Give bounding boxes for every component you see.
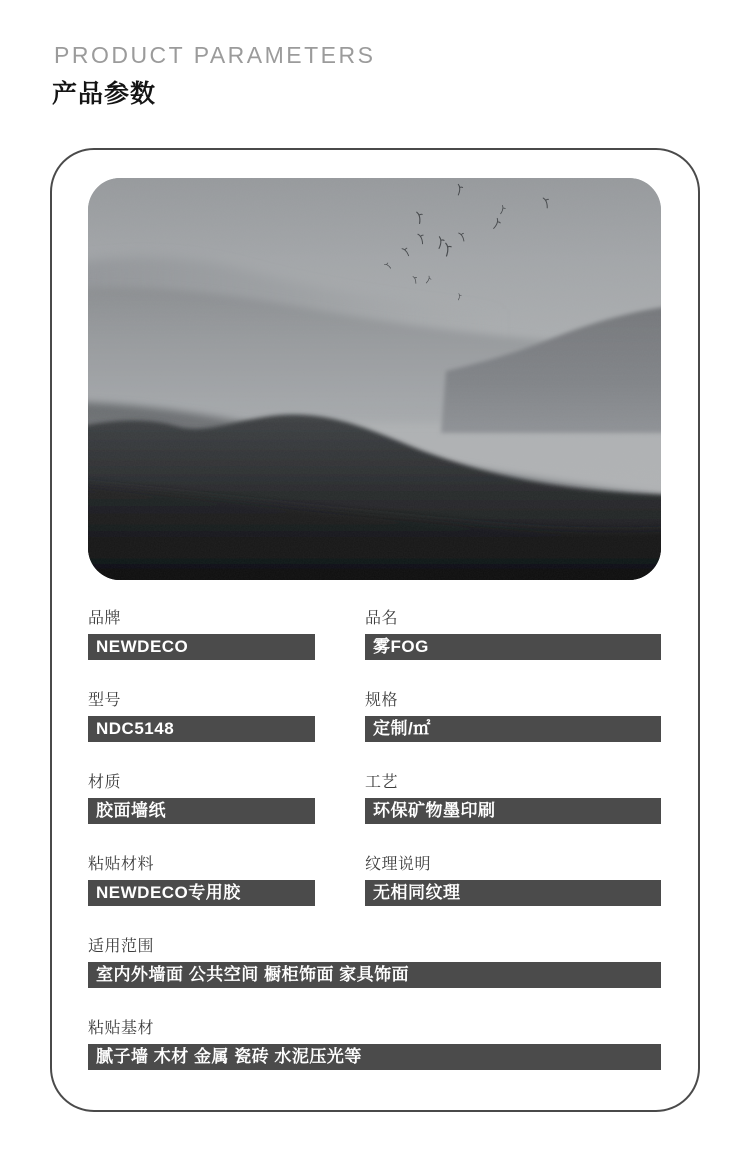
param-label: 品名: [365, 610, 399, 627]
param-cell: [88, 854, 315, 906]
param-label: 粘贴基材: [88, 1020, 155, 1037]
param-label: 粘贴材料: [88, 856, 155, 873]
param-cell: [88, 772, 315, 824]
param-row: [88, 936, 661, 988]
param-value-bar: NEWDECO专用胶: [88, 880, 315, 906]
param-value-bar: NDC5148: [88, 716, 315, 742]
param-cell: [365, 690, 661, 742]
param-cell: [88, 1018, 661, 1070]
parameters-grid: [88, 608, 661, 1100]
param-cell: [365, 772, 661, 824]
param-cell: [365, 608, 661, 660]
parameters-panel: [50, 148, 700, 1112]
param-value-bar: 室内外墙面 公共空间 橱柜饰面 家具饰面: [88, 962, 661, 988]
param-value-bar: 无相同纹理: [365, 880, 661, 906]
param-value-bar: 胶面墙纸: [88, 798, 315, 824]
param-row: [88, 854, 661, 906]
param-row: [88, 1018, 661, 1070]
foggy-mountains-illustration: [88, 178, 661, 580]
param-label: 适用范围: [88, 938, 155, 955]
param-label: 纹理说明: [365, 856, 432, 873]
param-cell: [88, 608, 315, 660]
param-label: 品牌: [88, 610, 122, 627]
param-value-bar: 定制/㎡: [365, 716, 661, 742]
param-label: 工艺: [365, 774, 399, 791]
param-row: [88, 690, 661, 742]
product-photo: [88, 178, 661, 580]
param-value-bar: NEWDECO: [88, 634, 315, 660]
page-title-chinese: 产品参数: [52, 80, 157, 108]
param-label: 规格: [365, 692, 399, 709]
param-row: [88, 608, 661, 660]
param-cell: [365, 854, 661, 906]
param-value-bar: 环保矿物墨印刷: [365, 798, 661, 824]
page-title-english: PRODUCT PARAMETERS: [54, 42, 376, 68]
param-label: 材质: [88, 774, 122, 791]
param-label: 型号: [88, 692, 122, 709]
param-cell: [88, 936, 661, 988]
param-value-bar: 雾FOG: [365, 634, 661, 660]
param-cell: [88, 690, 315, 742]
param-row: [88, 772, 661, 824]
param-value-bar: 腻子墙 木材 金属 瓷砖 水泥压光等: [88, 1044, 661, 1070]
